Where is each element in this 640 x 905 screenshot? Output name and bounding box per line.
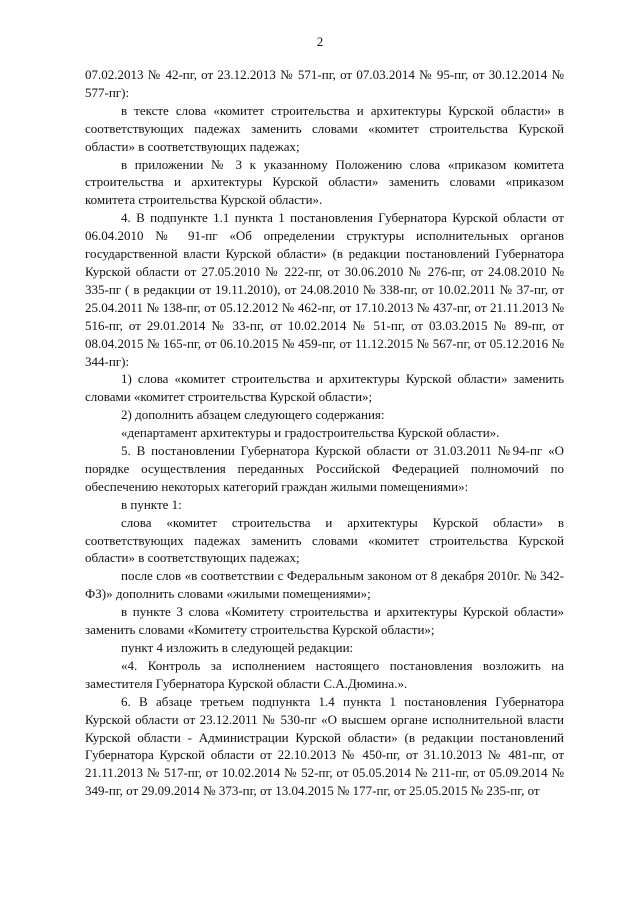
page-number: 2 <box>316 34 324 49</box>
paragraph-item-6: 6. В абзаце третьем подпункта 1.4 пункта 1 постановления Губернатора Курской области от 23.12.2011 № 530-пг «О высшем органе исполнительной власти Курской области - Администрации Курской области» (в редакции постановлений Губернатора Курской области от 22.10.2013 № 450-пг, от 31.10.2013 № 481-пг, от 21.11.2013 № 517-пг, от 10.02.2014 № 52-пг, от 05.05.2014 № 211-пг, от 05.09.2014 № 349-пг, от 29.09.2014 № 373-пг, от 13.04.2015 № 177-пг, от 25.05.2015 № 235-пг, от <box>85 693 564 799</box>
paragraph-continuation: 07.02.2013 № 42-пг, от 23.12.2013 № 571-пг, от 07.03.2014 № 95-пг, от 30.12.2014 № 577-пг): <box>85 67 564 100</box>
paragraph-item-5-point-1: в пункте 1: <box>121 496 182 512</box>
paragraph-appendix-3: в приложении № 3 к указанному Положению слова «приказом комитета строительства и архитектуры Курской области» заменить словами «приказом комитета строительства Курской области». <box>85 156 564 208</box>
paragraph-item-4-sub-2: 2) дополнить абзацем следующего содержания: <box>121 407 385 423</box>
paragraph-item-4-sub-1: 1) слова «комитет строительства и архитектуры Курской области» заменить словами «комитет строительства Курской области»; <box>85 371 564 405</box>
paragraph-item-5-words: слова «комитет строительства и архитектуры Курской области» в соответствующих падежах заменить словами «комитет строительства Курской области» в соответствующих падежах; <box>85 514 564 566</box>
paragraph-item-5-point-4: пункт 4 изложить в следующей редакции: <box>121 640 354 655</box>
document-text <box>85 66 564 800</box>
paragraph-item-5-control: «4. Контроль за исполнением настоящего постановления возложить на заместителя Губернатора Курской области С.А.Дюмина.». <box>85 657 564 691</box>
paragraph-item-5-point-3: в пункте 3 слова «Комитету строительства и архитектуры Курской области» заменить словами «Комитету строительства Курской области»; <box>85 604 564 638</box>
paragraph-item-4-quote: «департамент архитектуры и градостроительства Курской области». <box>121 425 500 441</box>
paragraph-item-5: 5. В постановлении Губернатора Курской области от 31.03.2011 №94-пг «О порядке осуществления переданных Российской Федерацией полномочий по обеспечению некоторых категорий граждан жилыми помещениями»: <box>85 443 564 494</box>
paragraph-item-5-after-words: после слов «в соответствии с Федеральным законом от 8 декабря 2010г. № 342-ФЗ)» дополнить словами «жилыми помещениями»; <box>85 568 564 602</box>
paragraph-text-replacement: в тексте слова «комитет строительства и архитектуры Курской области» в соответствующих падежах заменить словами «комитет строительства Курской области» в соответствующих падежах; <box>85 102 564 154</box>
paragraph-item-4: 4. В подпункте 1.1 пункта 1 постановления Губернатора Курской области от 06.04.2010 № 91-пг «Об определении структуры исполнительных органов государственной власти Курской области» (в редакции постановлений Губернатора Курской области от 27.05.2010 № 222-пг, от 30.06.2010 № 276-пг, от 24.08.2010 № 335-пг ( в редакции от 19.11.2010), от 24.08.2010 № 338-пг, от 10.02.2011 № 37-пг, от 25.04.2011 № 138-пг, от 05.12.2012 № 462-пг, от 17.10.2013 № 437-пг, от 21.11.2013 № 516-пг, от 29.01.2014 № 33-пг, от 10.02.2014 № 51-пг, от 03.03.2015 № 89-пг, от 08.04.2015 № 165-пг, от 06.10.2015 № 459-пг, от 11.12.2015 № 567-пг, от 05.12.2016 № 344-пг): <box>85 210 564 369</box>
